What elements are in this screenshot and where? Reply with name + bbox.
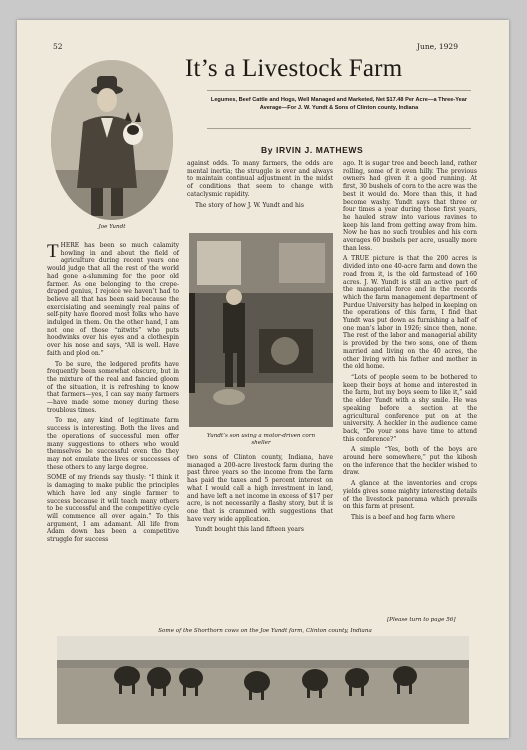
article-title: It’s a Livestock Farm <box>185 55 403 82</box>
corn-sheller-photo <box>189 233 333 427</box>
continued-notice: [Please turn to page 56] <box>387 617 456 623</box>
column-1 <box>47 242 179 547</box>
paragraph: Yundt bought this land fifteen years <box>195 526 304 534</box>
subtitle-rule <box>207 128 471 129</box>
paragraph: A TRUE picture is that the 200 acres is divided into one 40-acre farm and down the road from it, is the old farmstead of 160 acres. J. W. Yundt is still an active part of the managerial force and in the records which the farm management department of Purdue University has helped in keeping on the operations of this farm, I find that Yundt was put down as furnishing a half of one man’s labor in 1926; since then, none. The rest of the labor and managerial ability is provided by the two sons, one of them married and living on the 40 acres, the other living with his father and mother in the old home. <box>343 255 477 371</box>
paragraph-4: SOME of my friends say thusly: “I think it is damaging to make public the principles which have led any single farmer to success because it will teach many others to be successful and the competitive cycle will commence all over again.” To this argument, I am adamant. All life from Adam down has been a competitive struggle for success <box>47 474 179 544</box>
paragraph: “Lots of people seem to be bothered to keep their boys at home and interested in the farm, but my boys seem to like it,” said the elder Yundt with a shy smile. He was speaking before a section at the agricultural conference put on at the university. A heckler in the audience came back, “Do your sons have time to attend this conference?” <box>343 373 477 443</box>
paragraph: ago. It is sugar tree and beech land, rather rolling, some of it even hilly. The previous owners had given it a good running. At first, 30 bushels of corn to the acre was the best it would do. More than this, it had become washy. Yundt says that three or four times a year during those first years, he hauled straw into various ravines to keep his land from getting away from him. Now he has no such troubles and his corn averages 60 bushels per acre, usually more than less. <box>343 160 477 252</box>
portrait-caption: Joe Yundt <box>98 224 126 230</box>
column-3 <box>343 160 477 525</box>
article-byline: By IRVIN J. MATHEWS <box>261 145 364 155</box>
sheller-caption: Yundt’s son using a motor-driven corn sheller <box>206 433 316 446</box>
paragraph: two sons of Clinton county, Indiana, have managed a 200-acre livestock farm during the past three years so the income from the farm has paid the taxes and 5 percent interest on what I would call a high investment in land, and have left a net income in excess of $17 per acre, is not necessarily a flashy story, but it is one that is crammed with suggestions that have very wide application. <box>187 454 333 523</box>
paragraph-3: To me, any kind of legitimate farm success is interesting. Both the lives and the operations of successful men offer many suggestions to others who would themselves be successful even tho they may not emulate the lives or successes of these others to any large degree. <box>47 417 179 471</box>
paragraph: against odds. To many farmers, the odds are mental inertia; the struggle is ever and always to maintain continual adjustment in the midst of conditions that seem to change with cataclysmic rapidity. <box>187 160 333 198</box>
paragraph-2: To be sure, the ledgered profits have frequently been somewhat obscure, but in the mixture of the real and fancied gloom of the situation, it is refreshing to know that farmers—yes, I can say many farmers—have made some money during these troublous times. <box>47 360 179 414</box>
paragraph-1: THERE has been so much calamity howling in and about the field of agriculture during recent years one would judge that all the rest of the world had gone a-slumming for the poor old farmer. As one belonging to the crepe-draped genius, I rejoice we haven’t had to believe all that has been said because the exercisiating and seemingly real pains of self-pity have floored most folks who have indulged in them. On the other hand, I am not one of those “nitwits” who puts hoodwinks over his eyes and a clothespin over his nose and says, “All is well. Have faith and plod on.” <box>47 241 179 357</box>
title-rule <box>207 90 471 91</box>
shorthorn-cows-photo <box>57 636 469 724</box>
magazine-page <box>17 20 509 738</box>
page-number: 52 <box>53 42 63 51</box>
article-subtitle: Legumes, Beef Cattle and Hogs, Well Managed and Marketed, Net $17.48 Per Acre—a Three-Year Average—For J. W. Yundt & Sons of Clinton county, Indiana <box>210 97 468 111</box>
issue-date: June, 1929 <box>417 42 458 51</box>
farmer-with-dog-illustration <box>51 60 173 220</box>
farmer-portrait-photo <box>51 60 173 220</box>
paragraph: A simple “Yes, both of the boys are around here somewhere,” put the kibosh on the inference that the heckler wished to draw. <box>343 446 477 477</box>
cows-caption: Some of the Shorthorn cows on the Joe Yundt farm, Clinton county, Indiana <box>158 628 372 634</box>
cows-pasture-illustration <box>57 636 469 724</box>
paragraph: This is a beef and hog farm where <box>351 513 455 521</box>
paragraph: The story of how J. W. Yundt and his <box>195 201 304 209</box>
column-2-top <box>187 160 333 212</box>
column-2-bottom <box>187 454 333 537</box>
drop-cap: T <box>47 241 59 262</box>
paragraph: A glance at the inventories and crops yields gives some mighty interesting details of the livestock panorama which prevails on this farm at present. <box>343 480 477 511</box>
corn-sheller-illustration <box>189 233 333 427</box>
